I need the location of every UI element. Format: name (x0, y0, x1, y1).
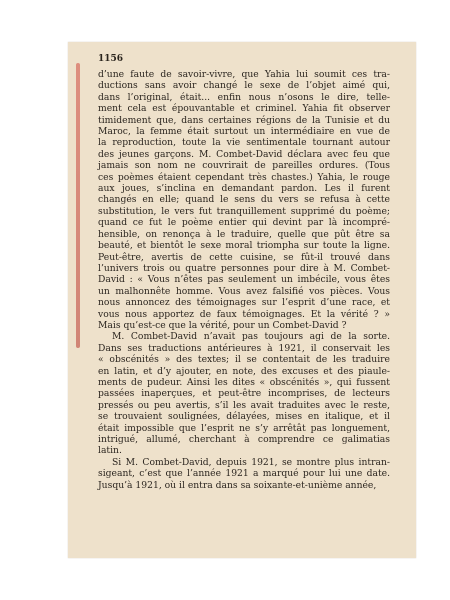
text-line: Si M. Combet-David, depuis 1921, se montre plus intran- (112, 456, 390, 468)
text-line: pressés ou peu avertis, s’il les avait traduites avec le reste, (98, 399, 390, 411)
text-line: David : « Vous n’êtes pas seulement un imbécile, vous êtes (98, 274, 390, 286)
text-line: ces poèmes étaient cependant très chastes.) Yahia, le rouge (98, 171, 390, 183)
text-line: dans l’original, était... enfin nous n’osons le dire, telle- (98, 91, 390, 103)
text-line: des jeunes garçons. M. Combet-David déclara avec feu que (98, 148, 390, 160)
text-line: quand ce fut le poème entier qui devint par là incompré- (98, 217, 390, 229)
page-number: 1156 (98, 54, 124, 64)
text-line: passées inaperçues, et peut-être incomprises, de lecteurs (98, 388, 390, 400)
text-line: se trouvaient soulignées, délayées, mises en italique, et il (98, 411, 390, 423)
text-line: « obscénités » des textes; il se contentait de les traduire (98, 354, 390, 366)
text-line: timidement que, dans certaines régions de la Tunisie et du (98, 114, 390, 126)
text-line: était impossible que l’esprit ne s’y arrêtât pas longuement, (98, 422, 390, 434)
text-line: beauté, et bientôt le sexe moral triompha sur toute la ligne. (98, 240, 390, 252)
text-line: d’une faute de savoir-vivre, que Yahia lui soumit ces tra- (98, 69, 390, 80)
text-line: Maroc, la femme était surtout un intermédiaire en vue de (98, 126, 390, 138)
text-line: ment cela est épouvantable et criminel. Yahia fit observer (98, 103, 390, 115)
text-line: Peut-être, avertis de cette cuisine, se fût-il trouvé dans (98, 251, 390, 263)
text-line: substitution, le vers fut tranquillement supprimé du poème; (98, 205, 390, 217)
text-line: intrigué, allumé, cherchant à comprendre ce galimatias (98, 434, 390, 445)
text-line: un malhonnête homme. Vous avez falsifié vos pièces. Vous (98, 285, 390, 297)
text-line: vous nous apportez de faux témoignages. Et la vérité ? » (98, 308, 390, 320)
text-line: la reproduction, toute la vie sentimentale tournant autour (98, 137, 390, 149)
text-line: jamais son nom ne couvrirait de pareilles ordures. (Tous (98, 160, 390, 172)
text-line: Mais qu’est-ce que la vérité, pour un Combet-David ? (98, 319, 347, 331)
body-text (98, 69, 390, 491)
text-line: aux joues, s’inclina en demandant pardon. Les il furent (98, 183, 390, 195)
text-line: sigeant, c’est que l’année 1921 a marqué pour lui une date. (98, 468, 390, 480)
text-line: Jusqu’à 1921, où il entra dans sa soixante-et-unième année, (98, 479, 377, 491)
red-margin-mark (76, 63, 80, 348)
text-line: changés en elle; quand le sens du vers se refusa à cette (98, 194, 390, 206)
text-line: en latin, et d’y ajouter, en note, des excuses et des piaule- (98, 365, 390, 377)
text-line: nous annoncez des témoignages sur l’esprit d’une race, et (98, 297, 390, 309)
text-line: l’univers trois ou quatre personnes pour dire à M. Combet- (98, 262, 390, 274)
text-line: Dans ses traductions antérieures à 1921, il conservait les (98, 342, 390, 354)
text-line: M. Combet-David n’avait pas toujours agi de la sorte. (112, 331, 390, 343)
text-line: hensible, on renonça à le traduire, quelle que pût être sa (98, 228, 390, 240)
text-line: latin. (98, 445, 122, 457)
text-line: ments de pudeur. Ainsi les dites « obscénités », qui fussent (98, 376, 390, 388)
text-line: ductions sans avoir changé le sexe de l’objet aimé qui, (98, 80, 390, 92)
